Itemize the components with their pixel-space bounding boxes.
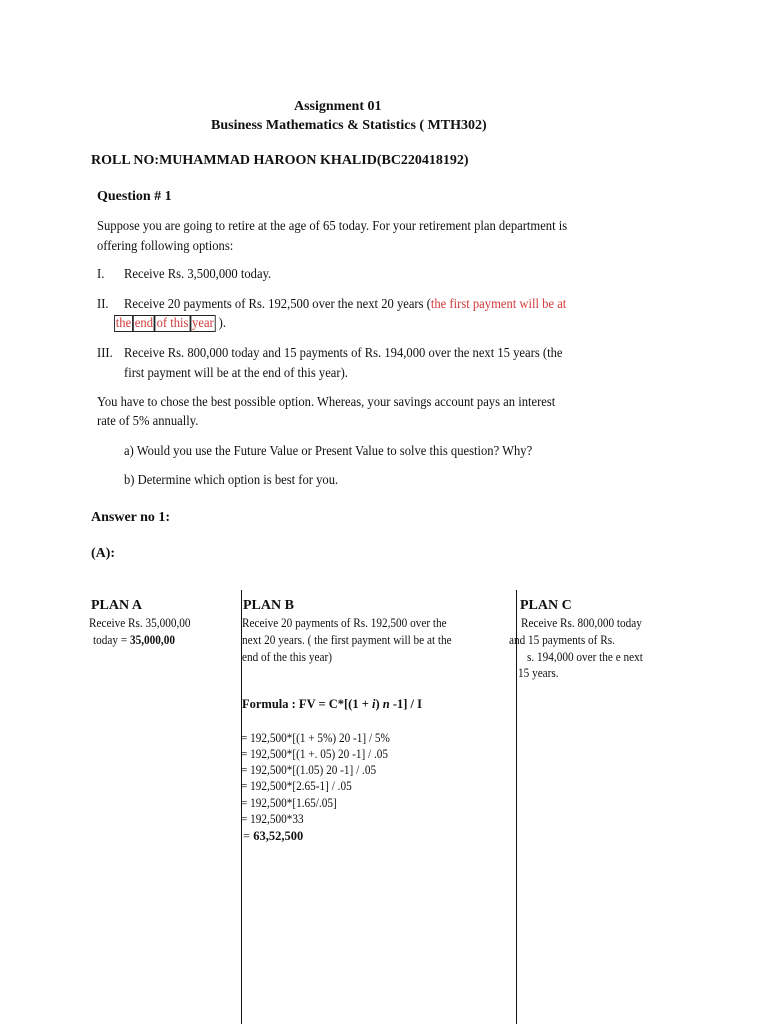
formula-plus: + (358, 697, 372, 711)
plan-c-line4: 15 years. (518, 666, 559, 680)
plan-b-step-6: = 192,500*33 (241, 812, 304, 826)
option-2-number: II. (97, 297, 109, 312)
plan-c-line2: and 15 payments of Rs. (509, 633, 615, 647)
option-1-text: Receive Rs. 3,500,000 today. (124, 267, 272, 282)
plan-b-line1: Receive 20 payments of Rs. 192,500 over the (242, 616, 447, 630)
option-2-line2 (114, 316, 226, 332)
plan-a-line2-prefix: today = (93, 633, 130, 647)
formula-one: 1 (352, 697, 359, 711)
roll-number: ROLL NO:MUHAMMAD HAROON KHALID(BC220418192) (91, 153, 469, 168)
plan-c-line1: Receive Rs. 800,000 today (521, 616, 642, 630)
option-1-number: I. (97, 267, 105, 282)
plan-b-step-5: = 192,500*[1.65/.05] (241, 796, 337, 810)
option-3-number: III. (97, 346, 113, 361)
sub-question-b: b) Determine which option is best for you. (124, 473, 339, 488)
question-intro-line2: offering following options: (97, 239, 234, 254)
plan-b-formula (242, 697, 422, 712)
formula-i: i (371, 697, 376, 711)
plan-a-total: 35,000,00 (129, 633, 175, 647)
plan-b-step-1: = 192,500*[(1 + 5%) 20 -1] / 5% (241, 731, 390, 745)
plan-a-title: PLAN A (91, 598, 142, 613)
plan-b-step-2: = 192,500*[(1 +. 05) 20 -1] / .05 (241, 747, 389, 761)
plan-b-title: PLAN B (243, 598, 294, 613)
plan-c-line3: s. 194,000 over the e next (527, 650, 643, 664)
boxed-word-the: the (115, 316, 132, 331)
formula-close: ) (375, 697, 383, 711)
plan-b-result-prefix: = (243, 829, 254, 843)
plan-b-result (243, 829, 303, 844)
plan-a-line1: Receive Rs. 35,000,00 (89, 616, 191, 630)
plan-b-step-4: = 192,500*[2.65-1] / .05 (241, 779, 352, 793)
plan-a-line2 (93, 633, 175, 648)
boxed-word-year: year (192, 316, 214, 331)
note-line2: rate of 5% annually. (97, 414, 199, 429)
option-2-text (124, 297, 566, 313)
note-line1: You have to chose the best possible option. Whereas, your savings account pays an interest (97, 395, 556, 410)
option-2-end: ). (218, 316, 227, 331)
option-3-line2: first payment will be at the end of this year). (124, 366, 348, 381)
option-2-highlight: the first payment will be at (430, 297, 567, 312)
question-heading: Question # 1 (97, 189, 172, 204)
question-intro-line1: Suppose you are going to retire at the age of 65 today. For your retirement plan department is (97, 219, 568, 234)
plan-c-title: PLAN C (520, 598, 572, 613)
boxed-word-of-this: of this (156, 316, 189, 331)
formula-end: -1] / I (389, 697, 423, 711)
document-subtitle: Business Mathematics & Statistics ( MTH302) (211, 118, 487, 133)
answer-heading: Answer no 1: (91, 510, 171, 525)
formula-prefix: Formula : FV = C*[( (242, 697, 353, 711)
option-2-main: Receive 20 payments of Rs. 192,500 over the next 20 years ( (124, 297, 431, 312)
boxed-word-end: end (134, 316, 153, 331)
sub-question-a: a) Would you use the Future Value or Present Value to solve this question? Why? (124, 444, 533, 459)
plan-b-line2: next 20 years. ( the first payment will be at the (242, 633, 452, 647)
formula-n: n (382, 697, 390, 711)
plan-b-line3: end of the this year) (242, 650, 332, 664)
answer-part-a: (A): (91, 546, 116, 561)
plan-b-total: 63,52,500 (253, 829, 304, 843)
plan-b-step-3: = 192,500*[(1.05) 20 -1] / .05 (241, 763, 377, 777)
option-3-line1: Receive Rs. 800,000 today and 15 payments of Rs. 194,000 over the next 15 years (the (124, 346, 563, 361)
document-title: Assignment 01 (294, 99, 382, 114)
column-divider-right (516, 590, 517, 1024)
